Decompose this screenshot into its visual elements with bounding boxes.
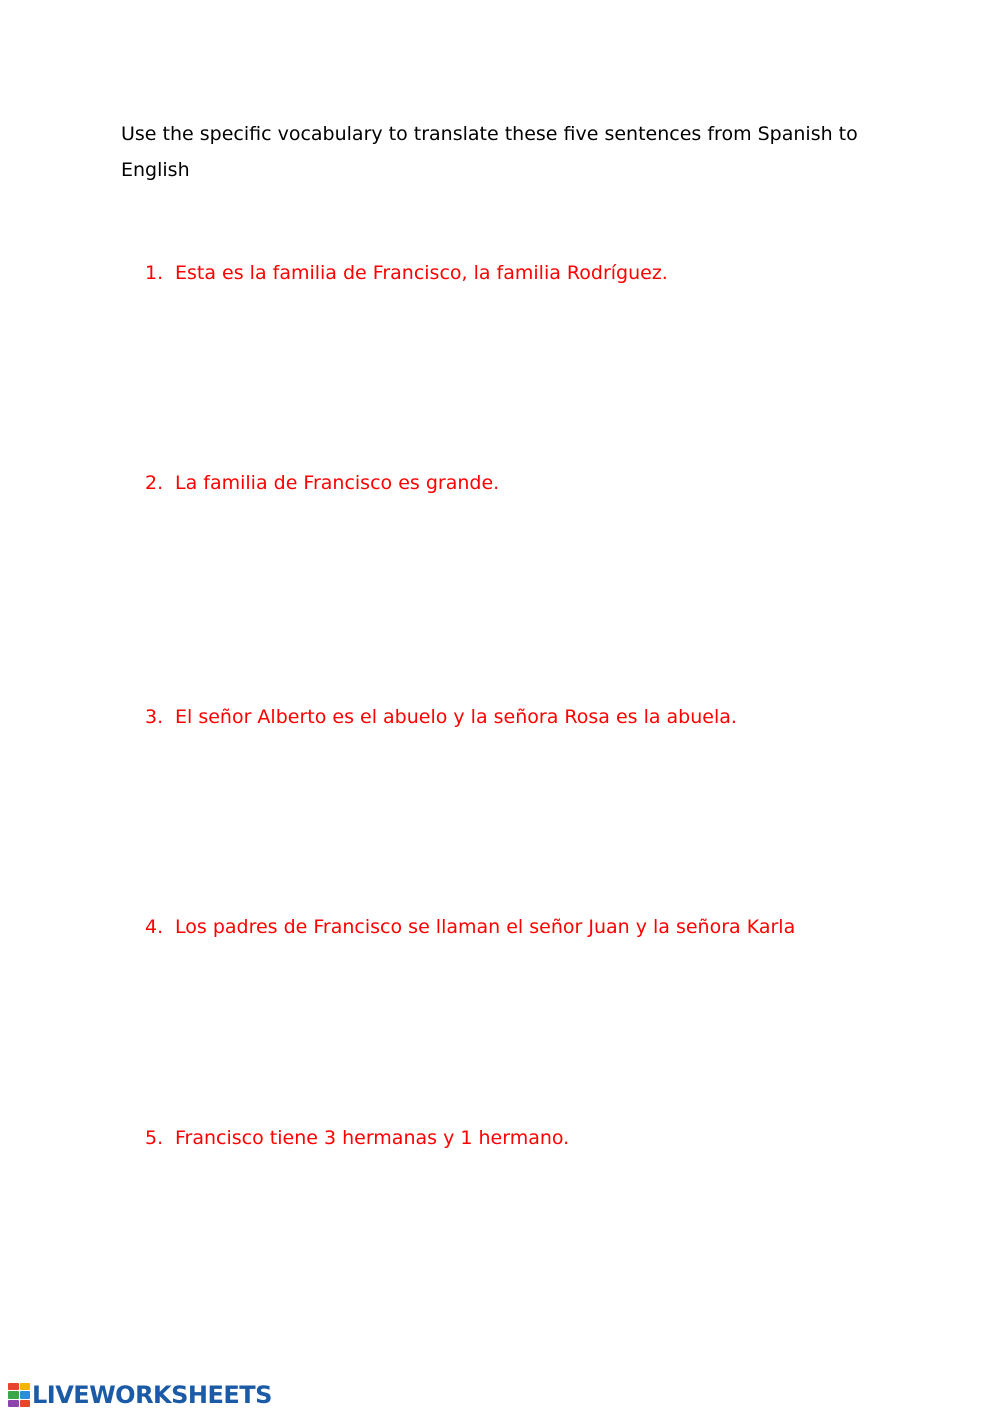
sentence-number: 4. xyxy=(145,916,164,938)
sentence-text: Esta es la familia de Francisco, la familia Rodríguez. xyxy=(175,262,668,284)
sentence-number: 2. xyxy=(145,472,164,494)
sentence-3 xyxy=(145,704,737,730)
sentence-text: La familia de Francisco es grande. xyxy=(175,472,500,494)
liveworksheets-logo xyxy=(8,1381,272,1409)
sentence-2 xyxy=(145,470,499,496)
logo-blocks-icon xyxy=(8,1383,30,1407)
sentence-number: 3. xyxy=(145,706,164,728)
sentence-number: 5. xyxy=(145,1127,164,1149)
instructions-text: Use the specific vocabulary to translate these five sentences from Spanish to English xyxy=(121,123,858,181)
sentence-text: Los padres de Francisco se llaman el señor Juan y la señora Karla xyxy=(175,916,796,938)
sentence-5 xyxy=(145,1125,569,1151)
sentence-text: Francisco tiene 3 hermanas y 1 hermano. xyxy=(175,1127,570,1149)
sentence-number: 1. xyxy=(145,262,164,284)
sentence-1 xyxy=(145,260,668,286)
sentence-4 xyxy=(145,914,795,940)
logo-text: LIVEWORKSHEETS xyxy=(32,1381,272,1409)
sentence-text: El señor Alberto es el abuelo y la señora Rosa es la abuela. xyxy=(175,706,737,728)
